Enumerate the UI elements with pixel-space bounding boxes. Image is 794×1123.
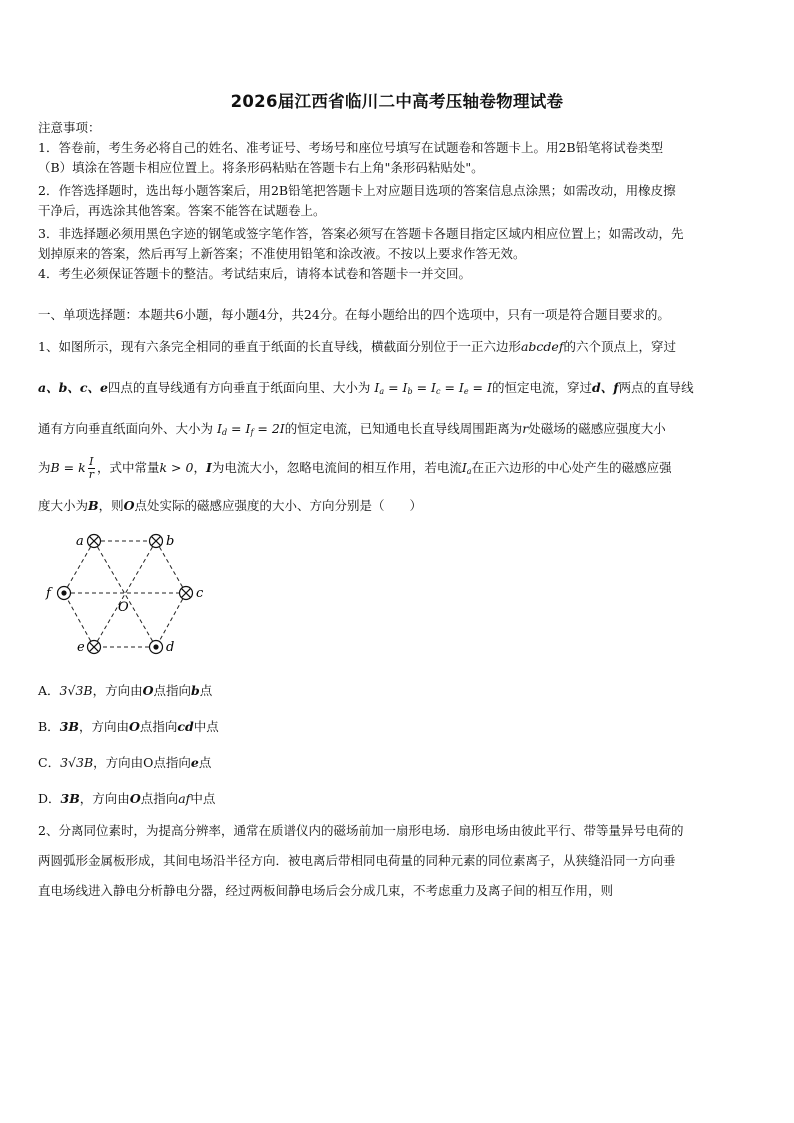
q1-line-1 bbox=[38, 339, 758, 355]
q1-constant: k > 0 bbox=[159, 460, 194, 475]
option-c[interactable] bbox=[38, 755, 758, 771]
option-c-value: 3√3B bbox=[60, 755, 94, 770]
option-a-text: ，方向由 bbox=[92, 683, 143, 698]
q1-current-eq: $I_a = I_b = I_c = I_e = I$ bbox=[374, 380, 492, 396]
q1-line-2 bbox=[38, 380, 758, 400]
q2-line-3: 直电场线进入静电分析静电分器，经过两板间静电场后会分成几束，不考虑重力及离子间的相互作用，则 bbox=[38, 883, 614, 898]
option-d-origin: O bbox=[129, 791, 141, 806]
section-heading: 一、单项选择题：本题共6小题，每小题4分，共24分。在每小题给出的四个选项中，只有一项是符合题目要求的。 bbox=[38, 307, 670, 322]
q1-current-df: $I_d = I_f = 2I$ bbox=[217, 421, 285, 437]
q1-text: ，则 bbox=[98, 498, 124, 513]
q1-line-4 bbox=[38, 456, 758, 481]
option-c-point: e bbox=[190, 755, 199, 770]
option-d-point: af bbox=[178, 791, 191, 806]
notice-item-1b: （B）填涂在答题卡相应位置上。将条形码粘贴在答题卡右上角"条形码粘贴处"。 bbox=[38, 160, 484, 175]
q1-points: a、b、c、e bbox=[38, 380, 108, 395]
q1-text: 通有方向垂直纸面向外、大小为 bbox=[38, 421, 214, 436]
q1-text: 为 bbox=[38, 460, 51, 475]
q1-text: 点处实际的磁感应强度的大小、方向分别是（ ） bbox=[134, 498, 423, 513]
q2-line-1: 2、分离同位素时，为提高分辨率，通常在质谱仪内的磁场前加一扇形电场．扇形电场由彼此平行、带等量异号电荷的 bbox=[38, 823, 684, 838]
q2-line-2: 两圆弧形金属板形成，其间电场沿半径方向．被电离后带相同电荷量的同种元素的同位素离子，从狭缝沿同一方向垂 bbox=[38, 853, 676, 868]
option-b-label: B． bbox=[38, 719, 60, 734]
notice-item-2a: 2．作答选择题时，选出每小题答案后，用2B铅笔把答题卡上对应题目选项的答案信息点涂黑；如需改动，用橡皮擦 bbox=[38, 183, 676, 198]
option-a-point: b bbox=[191, 683, 200, 698]
hexagon-edges bbox=[64, 541, 186, 647]
q1-distance-var: r bbox=[522, 421, 529, 436]
q1-text: 在正六边形的中心处产生的磁感应强 bbox=[471, 460, 672, 475]
option-a-value: 3√3B bbox=[59, 683, 93, 698]
page-title: 2026届江西省临川二中高考压轴卷物理试卷 bbox=[230, 92, 564, 111]
q1-line-5 bbox=[38, 498, 758, 514]
option-a-origin: O bbox=[142, 683, 154, 698]
notice-item-1a: 1．答卷前，考生务必将自己的姓名、准考证号、考场号和座位号填写在试题卷和答题卡上。用2B铅笔将试卷类型 bbox=[38, 140, 664, 155]
q1-text: 1、如图所示，现有六条完全相同的垂直于纸面的长直导线，横截面分别位于一正六边形 bbox=[38, 339, 521, 354]
label-f: f bbox=[46, 586, 51, 601]
notice-item-2b: 干净后，再选涂其他答案。答案不能答在试题卷上。 bbox=[38, 203, 326, 218]
option-c-label: C． bbox=[38, 755, 61, 770]
q1-text: 度大小为 bbox=[38, 498, 89, 513]
option-c-text: ，方向由O点指向 bbox=[93, 755, 191, 770]
q1-formula: B = k bbox=[50, 460, 86, 475]
q1-field-var: B bbox=[88, 498, 99, 513]
q1-text: 四点的直导线通有方向垂直于纸面向里、大小为 bbox=[107, 380, 371, 395]
hexagon-figure bbox=[40, 527, 220, 657]
q1-text: 处磁场的磁感应强度大小 bbox=[528, 421, 666, 436]
q1-line-3 bbox=[38, 421, 758, 441]
q1-hexagon-var: abcdef bbox=[520, 339, 564, 354]
q1-text: ， bbox=[193, 460, 206, 475]
notice-heading: 注意事项： bbox=[38, 120, 101, 135]
label-a: a bbox=[76, 534, 84, 549]
option-d-value: 3B bbox=[60, 791, 80, 806]
q1-current-a: $I_a$ bbox=[461, 460, 472, 476]
notice-item-3a: 3．非选择题必须用黑色字迹的钢笔或签字笔作答，答案必须写在答题卡各题目指定区域内相应位置上；如需改动，先 bbox=[38, 226, 684, 241]
option-a[interactable] bbox=[38, 683, 758, 699]
q1-text: 的六个顶点上，穿过 bbox=[563, 339, 676, 354]
option-b-point: cd bbox=[177, 719, 194, 734]
q1-center-var: O bbox=[123, 498, 135, 513]
option-b[interactable] bbox=[38, 719, 758, 735]
q1-fraction: $\frac{I}{r}$ bbox=[88, 455, 94, 481]
option-d-text: 点指向 bbox=[140, 791, 179, 806]
option-b-text: 中点 bbox=[193, 719, 219, 734]
option-b-origin: O bbox=[128, 719, 140, 734]
option-a-label: A． bbox=[38, 683, 60, 698]
option-d-label: D． bbox=[38, 791, 61, 806]
notice-item-3b: 划掉原来的答案，然后再写上新答案；不准使用铅笔和涂改液。不按以上要求作答无效。 bbox=[38, 246, 526, 261]
option-d-text: 中点 bbox=[190, 791, 216, 806]
option-c-text: 点 bbox=[198, 755, 212, 770]
q1-current-var: I bbox=[205, 460, 212, 475]
q1-text: ，式中常量 bbox=[96, 460, 160, 475]
q1-points-df: d、f bbox=[591, 380, 619, 395]
option-b-text: ，方向由 bbox=[78, 719, 129, 734]
label-e: e bbox=[77, 640, 85, 655]
option-d[interactable] bbox=[38, 791, 758, 807]
notice-item-4: 4．考生必须保证答题卡的整洁。考试结束后，请将本试卷和答题卡一并交回。 bbox=[38, 266, 471, 281]
option-a-text: 点指向 bbox=[153, 683, 192, 698]
label-d: d bbox=[166, 640, 175, 655]
q1-text: 为电流大小，忽略电流间的相互作用，若电流 bbox=[211, 460, 462, 475]
wire-into-page-icon bbox=[88, 535, 193, 654]
q1-text: 的恒定电流，穿过 bbox=[491, 380, 592, 395]
q1-text: 的恒定电流，已知通电长直导线周围距离为 bbox=[284, 421, 523, 436]
option-d-text: ，方向由 bbox=[79, 791, 130, 806]
option-b-text: 点指向 bbox=[139, 719, 178, 734]
label-O: O bbox=[118, 600, 129, 615]
option-a-text: 点 bbox=[199, 683, 213, 698]
label-b: b bbox=[166, 534, 175, 549]
q1-text: 两点的直导线 bbox=[618, 380, 694, 395]
label-c: c bbox=[196, 586, 204, 601]
option-b-value: 3B bbox=[59, 719, 79, 734]
